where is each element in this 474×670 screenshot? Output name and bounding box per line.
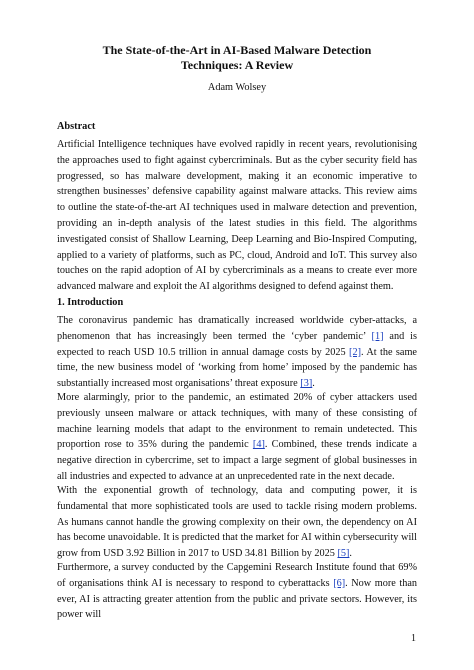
abstract-heading: Abstract: [57, 121, 96, 132]
citation-link-6[interactable]: [6]: [333, 577, 346, 589]
intro-paragraph-4: [57, 560, 417, 623]
title-line-1: The State-of-the-Art in AI-Based Malware Detection: [102, 43, 372, 57]
text-run: .: [312, 378, 315, 390]
text-run: More alarmingly, prior to the pandemic, an estimated 20% of cyber attackers used previously unseen malware or attack techniques, with many of these consisting of machine learning models that adapt to the environment to remain undetected. This proportion rose to 35% during the pandemic: [57, 392, 417, 451]
citation-link-4[interactable]: [4]: [252, 439, 265, 451]
abstract-text: Artificial Intelligence techniques have evolved rapidly in recent years, revolutionising the approaches used to fight against cybercriminals. But as the cyber security field has progressed, so has malware development, making it an economic imperative to strengthen businesses’ defensive capability against malware attacks. This review aims to outline the state-of-the-art AI techniques used in malware detection and prevention, providing an in-depth analysis of the latest studies in this field. The algorithms investigated consist of Shallow Learning, Deep Learning and Bio-Inspired Computing, applied to a variety of platforms, such as PC, cloud, Android and IoT. This survey also touches on the rapid adoption of AI by cybercriminals as a means to create ever more advanced malware and exploit the AI algorithms designed to defend against them.: [57, 139, 417, 293]
text-run: Furthermore, a survey conducted by the Capgemini Research Institute found that 69% of organisations think AI is necessary to respond to cyberattacks: [57, 562, 417, 589]
author-name: Adam Wolsey: [207, 82, 267, 93]
text-run: .: [349, 548, 352, 560]
text-run: The coronavirus pandemic has dramatically increased worldwide cyber-attacks, a phenomenon that has increasingly been termed the ‘cyber pandemic’: [57, 315, 417, 342]
text-run: and is expected to reach USD 10.5 trillion in annual damage costs by 2025: [57, 330, 417, 358]
text-run: . At the same time, the new business model of ‘working from home’ imposed by the pandemic has substantially increased most organisations’ threat exposure: [57, 346, 417, 390]
citation-link-1[interactable]: [1]: [371, 330, 384, 342]
text-run: With the exponential growth of technology, data and computing power, it is fundamental that more sophisticated tools are used to tackle rising modern problems. As humans cannot handle the growing complexity on their own, the dependency on AI has become unavoidable. It is predicted that the market for AI within cybersecurity will grow from USD 3.92 Billion in 2017 to USD 34.81 Billion by 2025: [57, 485, 417, 560]
text-run: . Combined, these trends indicate a negative direction in cybercrime, set to impact a large segment of global businesses in all industries and expected to advance at an unprecedented rate in the next decade.: [57, 439, 417, 482]
citation-link-3[interactable]: [3]: [300, 378, 313, 390]
citation-link-5[interactable]: [5]: [337, 548, 350, 560]
intro-paragraph-1: [57, 313, 417, 392]
title-line-2: Techniques: A Review: [180, 57, 294, 72]
introduction-heading: 1. Introduction: [57, 297, 124, 308]
page-number: 1: [411, 633, 416, 644]
paper-title: [57, 43, 417, 72]
intro-paragraph-2: [57, 390, 417, 485]
intro-paragraph-3: [57, 483, 417, 562]
citation-link-2[interactable]: [2]: [349, 346, 361, 358]
text-run: . Now more than ever, AI is attracting greater attention from the public and private sectors. However, its power will: [57, 577, 418, 621]
